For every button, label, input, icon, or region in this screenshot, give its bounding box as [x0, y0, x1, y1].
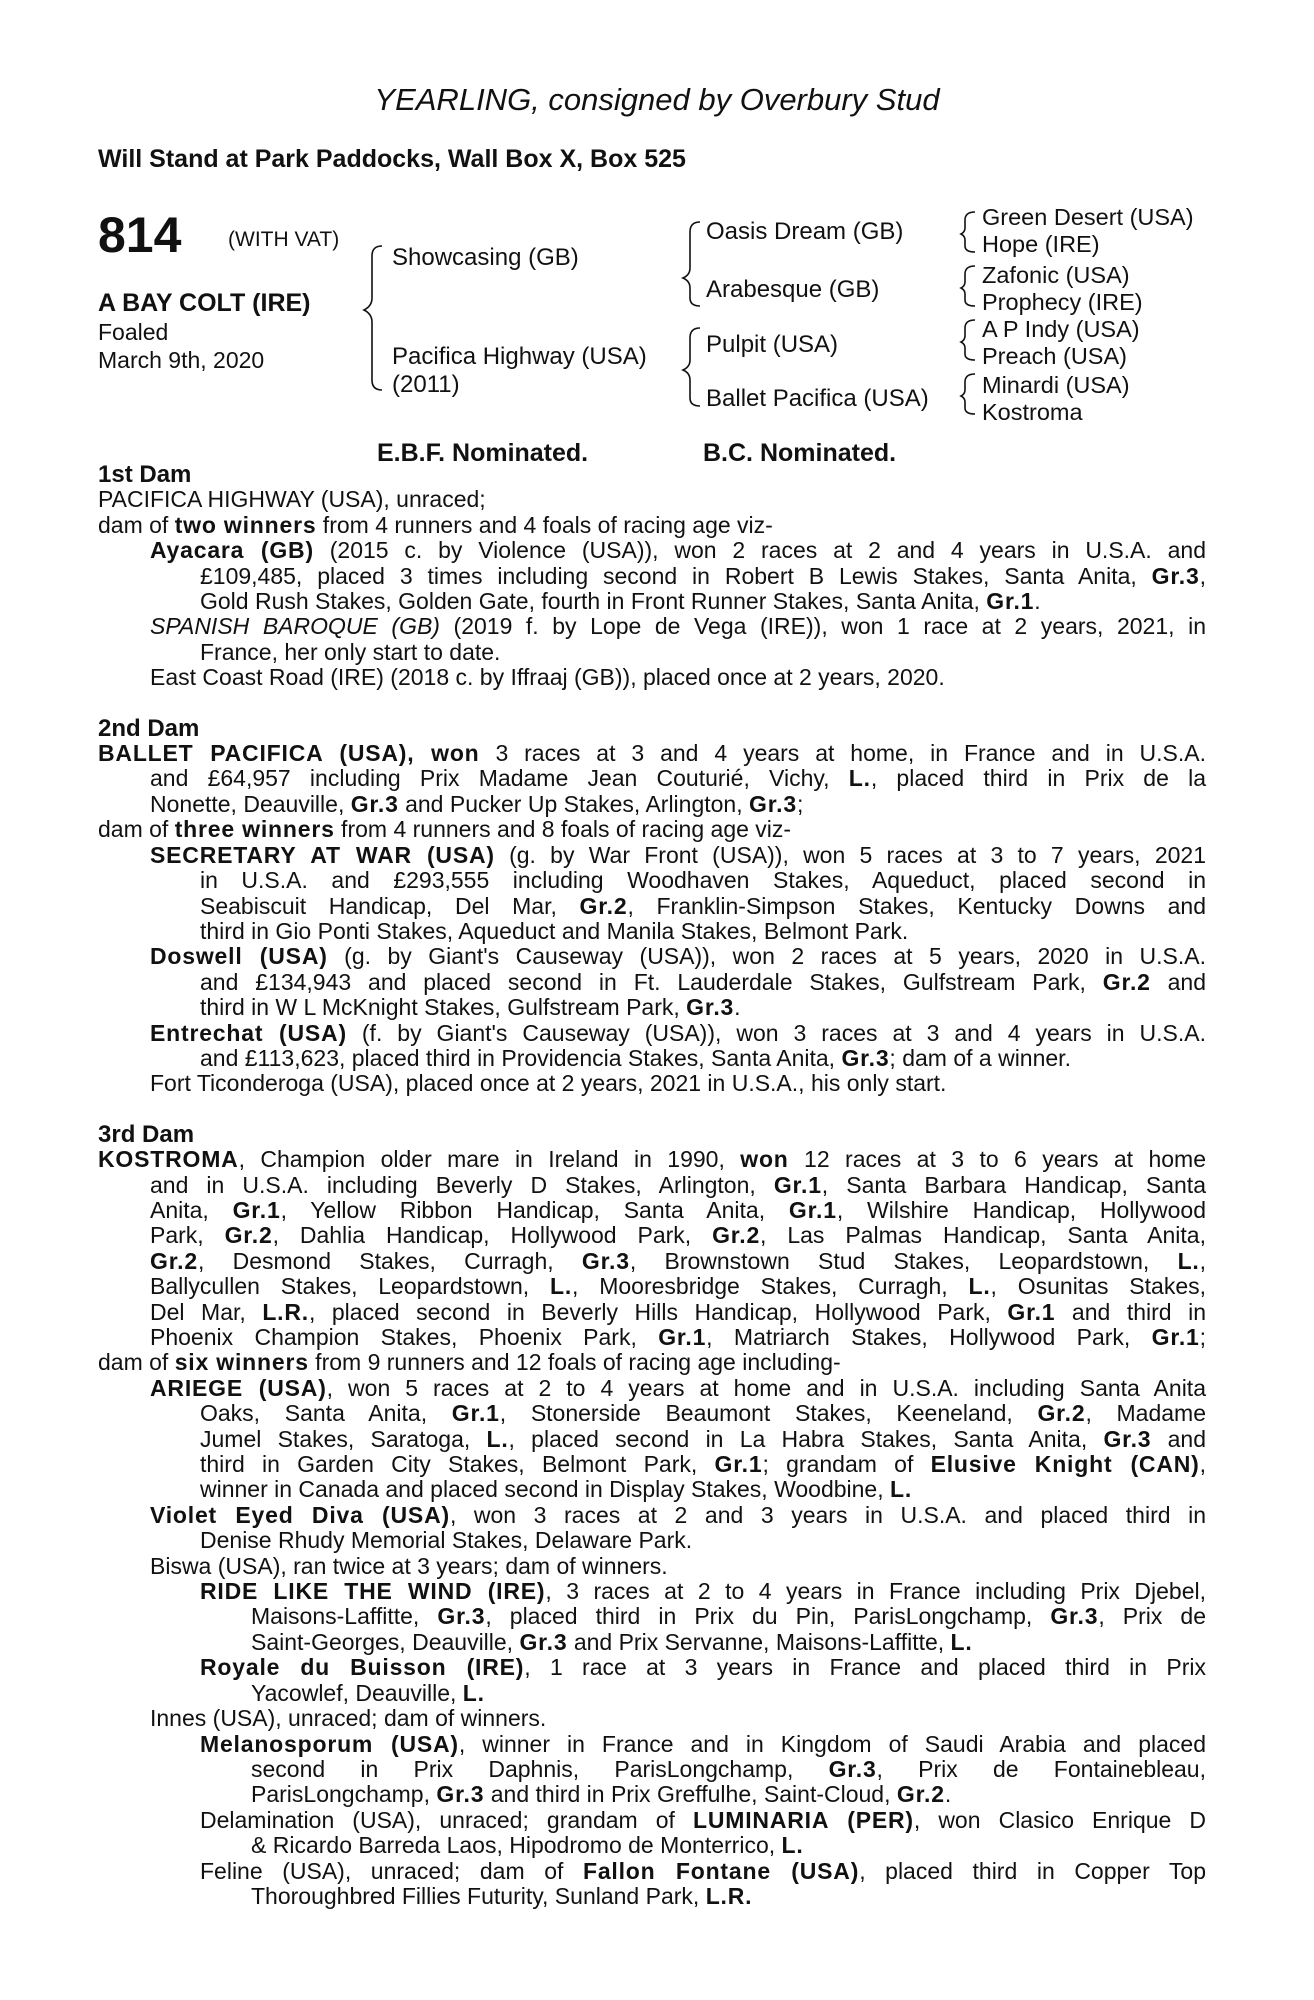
text: (g. by Giant's Causeway (USA)), won 2 races at 5 years, 2020 in U.S.A.: [327, 943, 1206, 970]
text: .: [944, 1781, 952, 1808]
bold-text: SECRETARY AT WAR (USA): [150, 841, 495, 868]
bold-text: L.: [1177, 1247, 1200, 1274]
text: Delamination (USA), unraced; grandam of: [200, 1806, 694, 1833]
text: ,: [1199, 1247, 1206, 1274]
pedigree-sire-dam: Arabesque (GB): [706, 276, 880, 303]
bold-text: Gr.3: [828, 1755, 877, 1782]
text: , placed second in La Habra Stakes, Santa Anita,: [508, 1425, 1104, 1452]
bold-text: Gr.1: [986, 588, 1035, 615]
text: Biswa (USA), ran twice at 3 years; dam of winners.: [150, 1552, 668, 1579]
pedigree-line: [98, 1021, 1206, 1046]
bold-text: KOSTROMA: [98, 1146, 239, 1173]
text: , Madame: [1085, 1400, 1206, 1427]
text: , Prix de Fontainebleau,: [876, 1755, 1206, 1782]
pedigree-line: [98, 1782, 1206, 1807]
text: (g. by War Front (USA)), won 5 races at 3 to 7 years, 2021: [494, 841, 1206, 868]
bold-text: L.: [781, 1832, 804, 1859]
bold-text: Gr.1: [1151, 1324, 1200, 1350]
pedigree-line: [98, 741, 1206, 766]
text: , placed second in Beverly Hills Handicap, Hollywood Park,: [308, 1298, 1008, 1325]
text: Seabiscuit Handicap, Del Mar,: [200, 892, 580, 919]
vat-note: (WITH VAT): [228, 228, 340, 251]
text: and Pucker Up Stakes, Arlington,: [398, 790, 750, 817]
pedigree-line: [98, 1401, 1206, 1426]
text: (2019 f. by Lope de Vega (IRE)), won 1 race at 2 years, 2021, in: [439, 613, 1206, 640]
pedigree-line: [98, 1046, 1206, 1071]
bold-text: L.: [549, 1273, 573, 1300]
pedigree-line: [98, 843, 1206, 868]
pedigree-line: [98, 1706, 1206, 1731]
text: , won 5 races at 2 to 4 years at home and in U.S.A. including Santa Anita: [326, 1374, 1206, 1401]
text: Phoenix Champion Stakes, Phoenix Park,: [150, 1324, 659, 1350]
pedigree-brace-sire: [683, 222, 700, 306]
bold-text: Doswell (USA): [150, 943, 328, 970]
bold-text: L.: [848, 765, 871, 792]
pedigree-line: [98, 1757, 1206, 1782]
text: Jumel Stakes, Saratoga,: [200, 1425, 487, 1452]
consignment-line: YEARLING, consigned by Overbury Stud: [374, 82, 940, 117]
text: ; dam of a winner.: [889, 1044, 1071, 1071]
bold-text: Gr.1: [773, 1171, 822, 1198]
pedigree-line: [98, 1452, 1206, 1477]
text: , Franklin-Simpson Stakes, Kentucky Downs and: [627, 892, 1206, 919]
bold-text: Royale du Buisson (IRE): [200, 1654, 525, 1681]
bold-text: Gr.1: [788, 1196, 837, 1223]
bold-text: ARIEGE (USA): [150, 1374, 327, 1401]
pedigree-g1: Green Desert (USA): [982, 204, 1194, 230]
bold-text: Gr.3: [841, 1044, 890, 1071]
text: and third in Prix Greffulhe, Saint-Cloud,: [484, 1781, 897, 1808]
text: , placed third in Prix du Pin, ParisLongchamp,: [485, 1603, 1051, 1630]
pedigree-brace-g3: [961, 320, 975, 360]
bold-text: Gr.1: [714, 1451, 763, 1478]
text: third in W L McKnight Stakes, Gulfstream Park,: [200, 994, 687, 1021]
text: (f. by Giant's Causeway (USA)), won 3 races at 3 and 4 years in U.S.A.: [346, 1019, 1206, 1046]
text: ;: [796, 790, 804, 817]
pedigree-line: [98, 766, 1206, 791]
bold-text: Gr.3: [436, 1781, 485, 1808]
pedigree-line: [98, 1147, 1206, 1172]
text: , 1 race at 3 years in France and placed third in Prix: [524, 1654, 1206, 1681]
bold-text: L.R.: [705, 1882, 753, 1909]
text: .: [734, 994, 741, 1021]
bold-text: Gr.2: [224, 1222, 273, 1249]
pedigree-line: [98, 1579, 1206, 1604]
bold-text: LUMINARIA (PER): [693, 1806, 914, 1833]
text: dam of: [98, 1349, 175, 1376]
text: & Ricardo Barreda Laos, Hipodromo de Monterrico,: [251, 1832, 782, 1859]
text: and third in: [1055, 1298, 1206, 1325]
text: Park,: [150, 1222, 225, 1249]
text: winner in Canada and placed second in Display Stakes, Woodbine,: [200, 1476, 890, 1503]
pedigree-line: [98, 1274, 1206, 1299]
pedigree-brace-g4: [961, 374, 975, 414]
bold-text: Gr.2: [896, 1781, 945, 1808]
text: , won 3 races at 2 and 3 years in U.S.A. and placed third in: [449, 1501, 1206, 1528]
bold-text: Elusive Knight (CAN): [930, 1451, 1200, 1478]
bold-text: won: [740, 1146, 789, 1173]
bold-text: Entrechat (USA): [150, 1019, 347, 1046]
text: dam of: [98, 511, 175, 538]
ebf-nominated: E.B.F. Nominated.: [377, 439, 589, 467]
pedigree-line: [98, 487, 1206, 512]
bold-text: three winners: [174, 816, 335, 843]
bold-text: BALLET PACIFICA (USA), won: [98, 740, 480, 767]
dam-sections: [98, 462, 1206, 1909]
pedigree-line: [98, 614, 1206, 639]
text: Oaks, Santa Anita,: [200, 1400, 452, 1427]
text: , winner in France and in Kingdom of Saudi Arabia and placed: [458, 1730, 1206, 1757]
text: Anita,: [150, 1196, 233, 1223]
pedigree-line: [98, 640, 1206, 665]
pedigree-sire: Showcasing (GB): [392, 244, 579, 271]
pedigree-line: [98, 665, 1206, 690]
text: , placed third in Prix de la: [870, 765, 1206, 792]
bold-text: L.: [968, 1273, 991, 1300]
pedigree-sire-sire: Oasis Dream (GB): [706, 218, 904, 245]
bold-text: Gr.1: [451, 1400, 500, 1427]
bold-text: Fallon Fontane (USA): [582, 1857, 860, 1884]
pedigree-line: [98, 1884, 1206, 1909]
text: from 4 runners and 4 foals of racing age viz-: [316, 511, 773, 538]
bold-text: L.R.: [262, 1298, 309, 1325]
bold-text: Violet Eyed Diva (USA): [150, 1501, 450, 1528]
text: , Santa Barbara Handicap, Santa: [821, 1171, 1206, 1198]
text: and £113,623, placed third in Providencia Stakes, Santa Anita,: [200, 1044, 842, 1071]
text: Ballycullen Stakes, Leopardstown,: [150, 1273, 550, 1300]
foaled-label: Foaled: [98, 319, 169, 345]
text: East Coast Road (IRE) (2018 c. by Iffraaj (GB)), placed once at 2 years, 2020.: [150, 664, 945, 691]
lot-title: A BAY COLT (IRE): [98, 289, 311, 317]
pedigree-g6: Preach (USA): [982, 343, 1127, 369]
pedigree-line: [98, 1630, 1206, 1655]
bold-text: Gr.3: [749, 790, 797, 817]
pedigree-line: [98, 995, 1206, 1020]
bold-text: Gr.1: [1007, 1298, 1056, 1325]
bold-text: two winners: [174, 511, 317, 538]
text: ,: [1199, 562, 1206, 589]
pedigree-brace-dam: [683, 328, 700, 406]
text: ;: [1199, 1324, 1207, 1350]
text: , Matriarch Stakes, Hollywood Park,: [706, 1324, 1152, 1350]
pedigree-g3: Zafonic (USA): [982, 262, 1130, 288]
pedigree-line: [98, 1350, 1206, 1375]
pedigree-g8: Kostroma: [982, 399, 1083, 425]
text: , Champion older mare in Ireland in 1990,: [238, 1146, 741, 1173]
text: Gold Rush Stakes, Golden Gate, fourth in Front Runner Stakes, Santa Anita,: [200, 588, 987, 615]
text: , Prix de: [1098, 1603, 1206, 1630]
pedigree-line: [98, 817, 1206, 842]
bold-text: Gr.2: [1037, 1400, 1086, 1427]
text: , Dahlia Handicap, Hollywood Park,: [272, 1222, 713, 1249]
text: and: [1151, 1425, 1207, 1452]
text: second in Prix Daphnis, ParisLongchamp,: [251, 1755, 829, 1782]
text: from 4 runners and 8 foals of racing age viz-: [334, 816, 792, 843]
text: France, her only start to date.: [200, 638, 501, 665]
text: PACIFICA HIGHWAY (USA), unraced;: [98, 486, 486, 513]
pedigree-brace-g1: [961, 212, 975, 252]
pedigree-line: [98, 538, 1206, 563]
pedigree-line: [98, 1732, 1206, 1757]
bold-text: Gr.3: [350, 790, 399, 817]
text: ; grandam of: [762, 1451, 931, 1478]
bold-text: L.: [462, 1679, 485, 1706]
text: Maisons-Laffitte,: [251, 1603, 438, 1630]
bc-nominated: B.C. Nominated.: [703, 439, 897, 467]
text: , Desmond Stakes, Curragh,: [197, 1247, 582, 1274]
pedigree-line: [98, 513, 1206, 538]
pedigree-line: [98, 1173, 1206, 1198]
bold-text: Gr.2: [150, 1247, 198, 1274]
text: , Stonerside Beaumont Stakes, Keeneland,: [499, 1400, 1038, 1427]
pedigree-line: [98, 1604, 1206, 1629]
text: and in U.S.A. including Beverly D Stakes, Arlington,: [150, 1171, 774, 1198]
pedigree-dam-year: (2011): [392, 371, 460, 398]
bold-text: L.: [950, 1628, 973, 1655]
pedigree-g7: Minardi (USA): [982, 372, 1130, 398]
text: , placed third in Copper Top: [859, 1857, 1206, 1884]
text: , Yellow Ribbon Handicap, Santa Anita,: [280, 1196, 789, 1223]
lot-number: 814: [98, 207, 182, 263]
bold-text: Gr.2: [579, 892, 628, 919]
section-gap: [98, 691, 1206, 716]
bold-text: Gr.2: [712, 1222, 761, 1249]
bold-text: Gr.3: [581, 1247, 630, 1274]
bold-text: Gr.3: [686, 994, 735, 1021]
text: SPANISH BAROQUE (GB): [150, 613, 440, 640]
text: and £134,943 and placed second in Ft. Lauderdale Stakes, Gulfstream Park,: [200, 968, 1103, 995]
pedigree-dam: Pacifica Highway (USA): [392, 343, 647, 370]
pedigree-line: [98, 1223, 1206, 1248]
text: 3 races at 3 and 4 years at home, in France and in U.S.A.: [479, 740, 1206, 767]
bold-text: Ayacara (GB): [150, 537, 314, 564]
dam-heading: 2nd Dam: [98, 714, 200, 742]
text: .: [1034, 588, 1041, 615]
text: ,: [1199, 1451, 1206, 1478]
pedigree-line: [98, 1071, 1206, 1096]
pedigree-line: [98, 1427, 1206, 1452]
text: , Las Palmas Handicap, Santa Anita,: [760, 1222, 1206, 1249]
text: £109,485, placed 3 times including second in Robert B Lewis Stakes, Santa Anita,: [200, 562, 1152, 589]
pedigree-line: [98, 1808, 1206, 1833]
text: (2015 c. by Violence (USA)), won 2 races at 2 and 4 years in U.S.A. and: [313, 537, 1206, 564]
pedigree-line: [98, 919, 1206, 944]
pedigree-g2: Hope (IRE): [982, 231, 1100, 257]
pedigree-brace-g2: [961, 266, 975, 306]
pedigree-line: [98, 1300, 1206, 1325]
text: Feline (USA), unraced; dam of: [200, 1857, 583, 1884]
text: Denise Rhudy Memorial Stakes, Delaware Park.: [200, 1527, 693, 1554]
text: dam of: [98, 816, 175, 843]
text: , Mooresbridge Stakes, Curragh,: [572, 1273, 969, 1300]
text: and: [1150, 968, 1207, 995]
foaled-date: March 9th, 2020: [98, 347, 265, 373]
bold-text: L.: [486, 1425, 509, 1452]
text: and £64,957 including Prix Madame Jean Couturié, Vichy,: [150, 765, 849, 792]
pedigree-dam-dam: Ballet Pacifica (USA): [706, 385, 929, 412]
pedigree-line: [98, 1325, 1206, 1350]
pedigree-line: [98, 1376, 1206, 1401]
bold-text: Gr.3: [1050, 1603, 1099, 1630]
dam-heading: 1st Dam: [98, 461, 192, 488]
text: , won Clasico Enrique D: [913, 1806, 1206, 1833]
text: Yacowlef, Deauville,: [251, 1679, 463, 1706]
pedigree-line: [98, 589, 1206, 614]
pedigree-line: [98, 1198, 1206, 1223]
pedigree-line: [98, 944, 1206, 969]
bold-text: Gr.3: [1151, 562, 1200, 589]
bold-text: Gr.3: [1103, 1425, 1152, 1452]
bold-text: six winners: [174, 1349, 309, 1376]
pedigree-line: [98, 1477, 1206, 1502]
text: in U.S.A. and £293,555 including Woodhaven Stakes, Aqueduct, placed second in: [200, 867, 1206, 894]
pedigree-line: [98, 970, 1206, 995]
bold-text: Melanosporum (USA): [200, 1730, 459, 1757]
text: , Brownstown Stud Stakes, Leopardstown,: [629, 1247, 1178, 1274]
bold-text: Gr.1: [658, 1324, 707, 1350]
text: third in Gio Ponti Stakes, Aqueduct and Manila Stakes, Belmont Park.: [200, 917, 909, 944]
stand-location: Will Stand at Park Paddocks, Wall Box X, Box 525: [98, 145, 686, 173]
pedigree-line: [98, 894, 1206, 919]
text: from 9 runners and 12 foals of racing age including-: [308, 1349, 841, 1376]
pedigree-line: [98, 1859, 1206, 1884]
pedigree-line: [98, 1249, 1206, 1274]
pedigree-g4: Prophecy (IRE): [982, 289, 1143, 315]
bold-text: Gr.3: [437, 1603, 486, 1630]
text: third in Garden City Stakes, Belmont Park,: [200, 1451, 715, 1478]
section-gap: [98, 1097, 1206, 1122]
text: , 3 races at 2 to 4 years in France including Prix Djebel,: [545, 1578, 1206, 1605]
bold-text: L.: [890, 1476, 913, 1503]
bold-text: RIDE LIKE THE WIND (IRE): [200, 1578, 546, 1605]
text: 12 races at 3 to 6 years at home: [788, 1146, 1206, 1173]
dam-heading: 3rd Dam: [98, 1120, 195, 1148]
text: , Osunitas Stakes,: [990, 1273, 1206, 1300]
text: Thoroughbred Fillies Futurity, Sunland Park,: [251, 1882, 706, 1909]
text: , Wilshire Handicap, Hollywood: [836, 1196, 1207, 1223]
pedigree-line: [98, 1503, 1206, 1528]
pedigree-dam-sire: Pulpit (USA): [706, 331, 839, 358]
bold-text: Gr.3: [519, 1628, 568, 1655]
pedigree-line: [98, 1833, 1206, 1858]
pedigree-line: [98, 1681, 1206, 1706]
pedigree-line: [98, 868, 1206, 893]
pedigree-line: [98, 1655, 1206, 1680]
pedigree-line: [98, 1554, 1206, 1579]
pedigree-line: [98, 564, 1206, 589]
text: Fort Ticonderoga (USA), placed once at 2 years, 2021 in U.S.A., his only start.: [150, 1070, 947, 1097]
pedigree-line: [98, 1528, 1206, 1553]
pedigree-g5: A P Indy (USA): [982, 316, 1140, 342]
text: Nonette, Deauville,: [150, 790, 351, 817]
pedigree-brace-main: [364, 246, 382, 390]
text: Saint-Georges, Deauville,: [251, 1628, 520, 1655]
pedigree-line: [98, 792, 1206, 817]
text: Innes (USA), unraced; dam of winners.: [150, 1705, 547, 1732]
text: Del Mar,: [150, 1298, 263, 1325]
text: and Prix Servanne, Maisons-Laffitte,: [567, 1628, 951, 1655]
bold-text: Gr.2: [1102, 968, 1151, 995]
text: ParisLongchamp,: [251, 1781, 437, 1808]
bold-text: Gr.1: [232, 1196, 281, 1223]
